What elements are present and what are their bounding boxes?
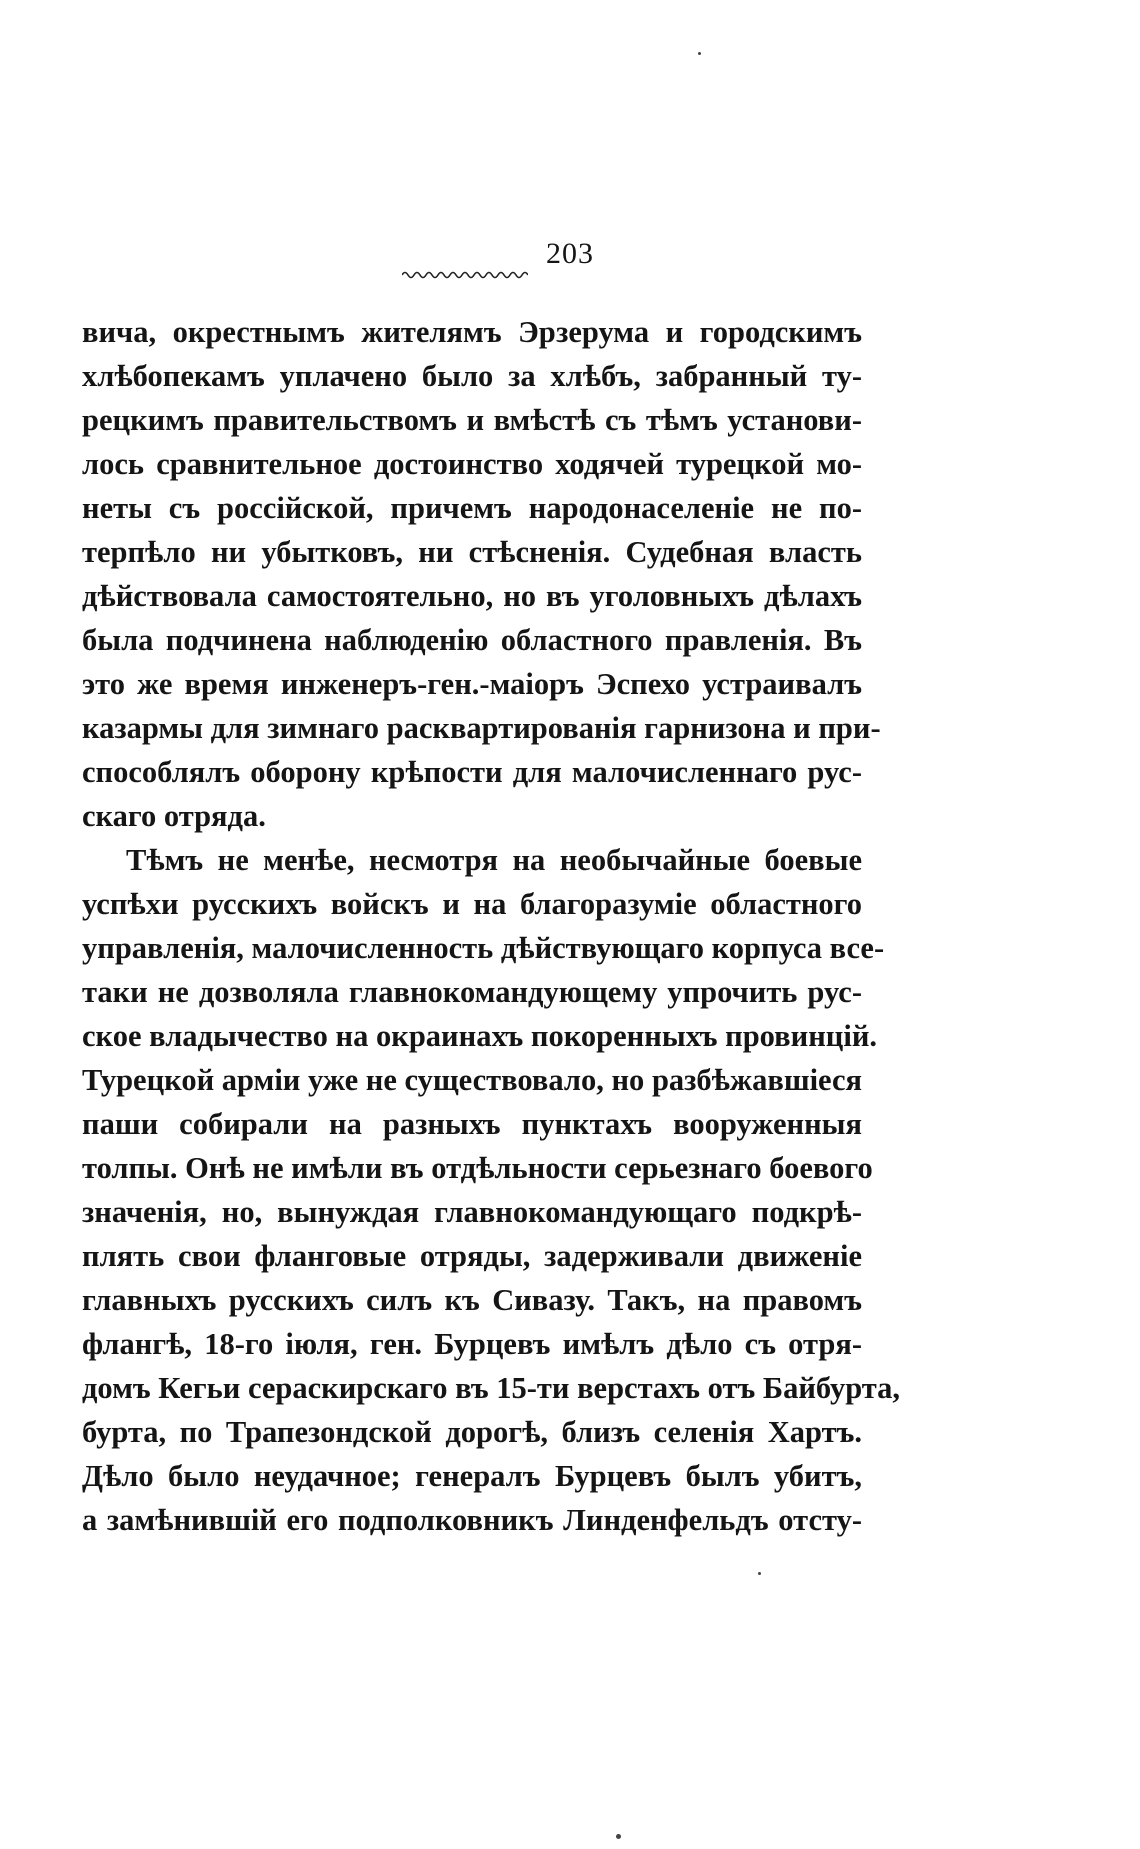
body-text [82, 310, 901, 1542]
page-number: 203 [546, 237, 594, 270]
text-line: главныхъ русскихъ силъ къ Сивазу. Такъ, на правомъ [82, 1283, 862, 1317]
text-line: казармы для зимнаго расквартированія гарнизона и при- [82, 711, 881, 745]
scan-speck [698, 52, 701, 55]
scan-speck [616, 1834, 621, 1839]
text-line: паши собирали на разныхъ пунктахъ вооруженныя [82, 1107, 862, 1141]
text-line: вича, окрестнымъ жителямъ Эрзерума и городскимъ [82, 315, 862, 349]
text-line: Турецкой арміи уже не существовало, но разбѣжавшіеся [82, 1063, 862, 1097]
text-line: плять свои фланговые отряды, задерживали движеніе [82, 1239, 862, 1273]
text-line: рецкимъ правительствомъ и вмѣстѣ съ тѣмъ установи- [82, 403, 862, 437]
text-line: скаго отряда. [82, 799, 266, 833]
text-line: управленія, малочисленность дѣйствующаго корпуса все- [82, 931, 885, 965]
text-line: способлялъ оборону крѣпости для малочисленнаго рус- [82, 755, 862, 789]
text-line: Тѣмъ не менѣе, несмотря на необычайные боевые [126, 843, 862, 877]
text-line: лось сравнительное достоинство ходячей турецкой мо- [82, 447, 862, 481]
text-line: таки не дозволяла главнокомандующему упрочить рус- [82, 975, 862, 1009]
text-line: ское владычество на окраинахъ покоренныхъ провинцій. [82, 1019, 878, 1053]
text-line: терпѣло ни убытковъ, ни стѣсненія. Судебная власть [82, 535, 862, 569]
text-line: домъ Кегьи сераскирскаго въ 15-ти верстахъ отъ Байбурта, [82, 1371, 901, 1405]
text-line: значенія, но, вынуждая главнокомандующаго подкрѣ- [82, 1195, 862, 1229]
text-line: Дѣло было неудачное; генералъ Бурцевъ былъ убитъ, [82, 1459, 862, 1493]
text-line: неты съ россійской, причемъ народонаселеніе не по- [82, 491, 862, 525]
text-line: бурта, по Трапезондской дорогѣ, близъ селенія Хартъ. [82, 1415, 862, 1449]
page-number-wavy-underline [402, 270, 528, 280]
text-line: это же время инженеръ-ген.-маіоръ Эспехо устраивалъ [82, 667, 862, 701]
text-line: хлѣбопекамъ уплачено было за хлѣбъ, забранный ту- [82, 359, 862, 393]
text-line: успѣхи русскихъ войскъ и на благоразуміе областного [82, 887, 862, 921]
text-line: толпы. Онѣ не имѣли въ отдѣльности серьезнаго боевого [82, 1151, 873, 1185]
text-line: дѣйствовала самостоятельно, но въ уголовныхъ дѣлахъ [82, 579, 862, 613]
text-line: флангѣ, 18-го іюля, ген. Бурцевъ имѣлъ дѣло съ отря- [82, 1327, 862, 1361]
text-line: была подчинена наблюденію областного правленія. Въ [82, 623, 862, 657]
text-line: а замѣнившій его подполковникъ Линденфельдъ отсту- [82, 1503, 862, 1537]
scan-speck [758, 1572, 761, 1575]
